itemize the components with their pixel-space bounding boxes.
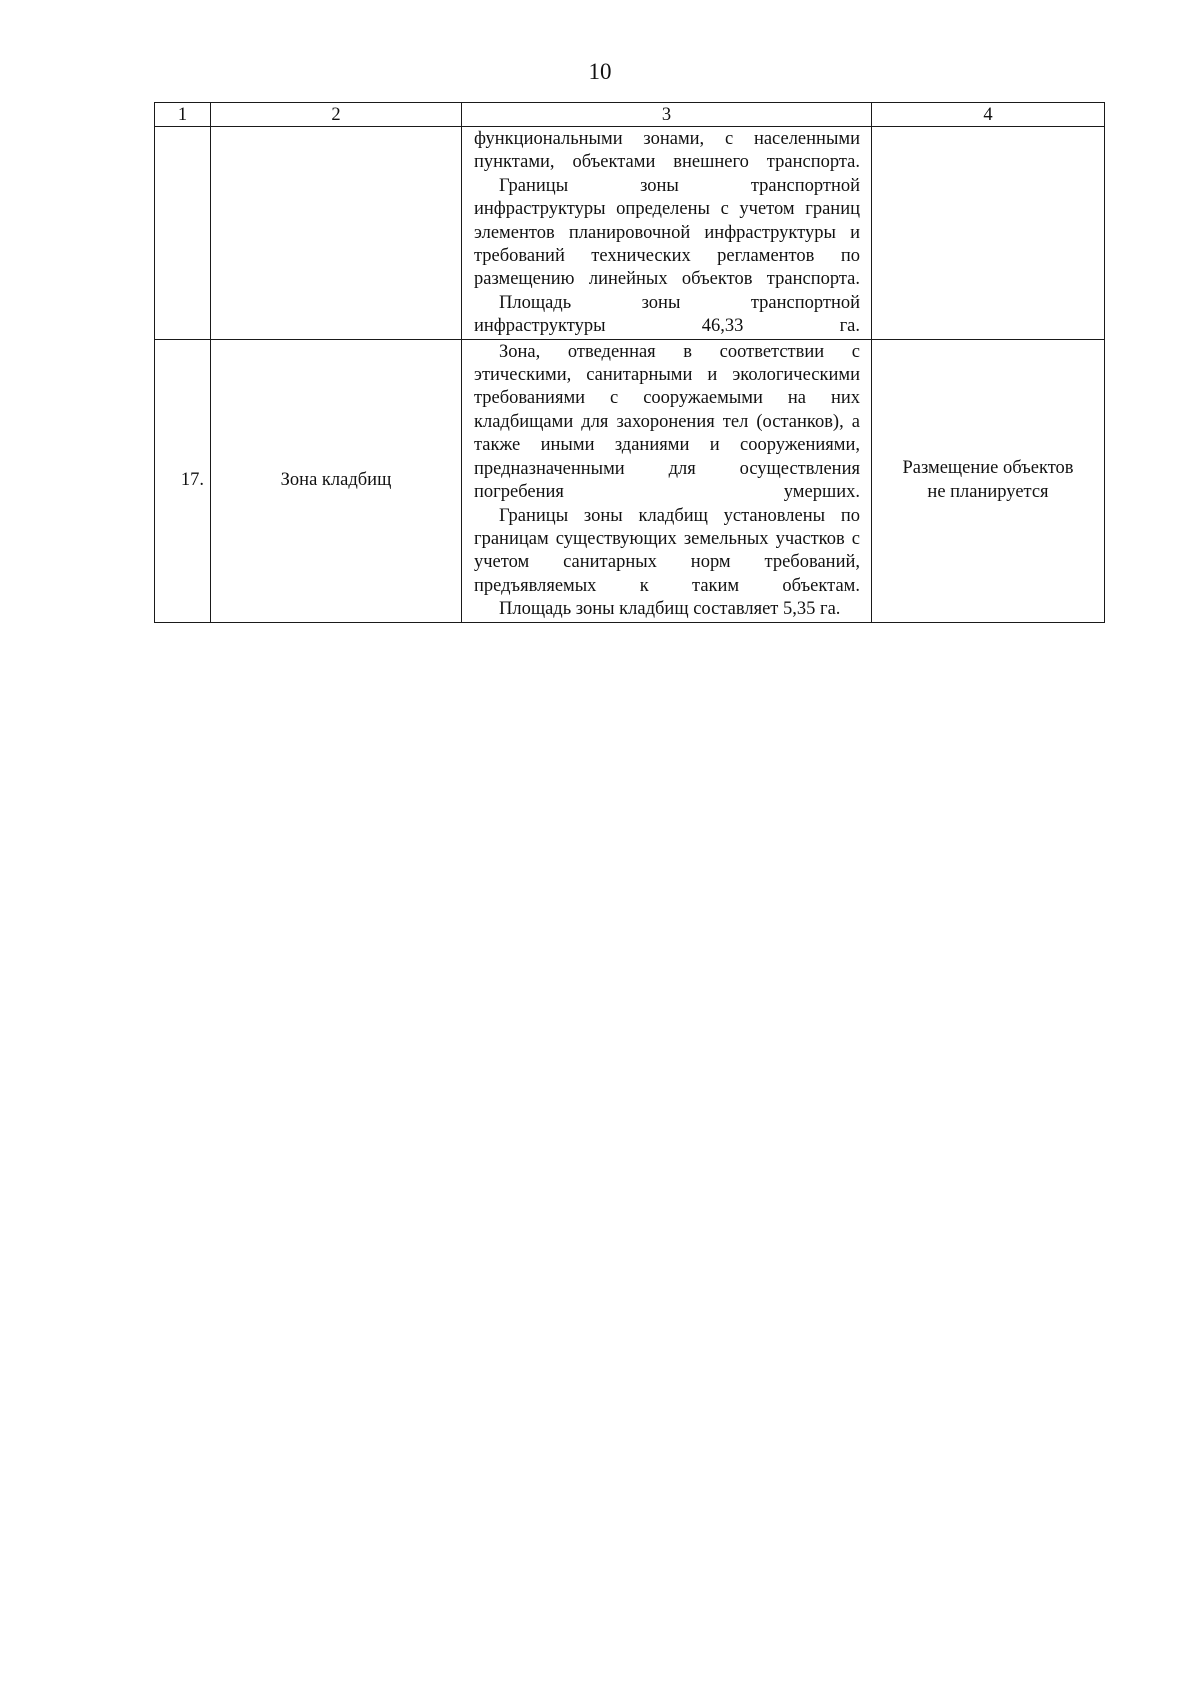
description-paragraph: Границы зоны транспортной инфраструктуры определены с учетом границ элементов планировочной инфраструктуры и требований технических регламентов по размещению линейных объектов транспорта. xyxy=(474,175,860,290)
zones-table xyxy=(154,102,1105,623)
description-paragraph: Площадь зоны кладбищ составляет 5,35 га. xyxy=(499,599,841,620)
column-header: 3 xyxy=(462,103,872,127)
planning-text-line: не планируется xyxy=(927,481,1049,502)
table-row xyxy=(155,339,1105,622)
zone-name-cell: Зона кладбищ xyxy=(211,339,462,622)
column-header: 2 xyxy=(211,103,462,127)
planning-text-line: Размещение объектов xyxy=(902,458,1074,479)
zone-name-cell xyxy=(211,127,462,340)
column-header: 4 xyxy=(872,103,1105,127)
table-row xyxy=(155,127,1105,340)
planning-cell xyxy=(872,339,1105,622)
description-paragraph: Границы зоны кладбищ установлены по границам существующих земельных участков с учетом санитарных норм требований, предъявляемых к таким объектам. xyxy=(474,505,860,596)
description-paragraph: Зона, отведенная в соответствии с этическими, санитарными и экологическими требованиями с сооружаемыми на них кладбищами для захоронения тел (останков), а также иными зданиями и сооружениями, предназначенными для осуществления погребения умерших. xyxy=(474,341,860,503)
row-number-cell: 17. xyxy=(155,339,211,622)
column-header: 1 xyxy=(155,103,211,127)
description-paragraph: функциональными зонами, с населенными пунктами, объектами внешнего транспорта. xyxy=(474,129,860,173)
zone-description-cell xyxy=(462,127,872,340)
row-number-cell xyxy=(155,127,211,340)
zone-description-cell xyxy=(462,339,872,622)
page-number: 10 xyxy=(588,59,612,84)
description-paragraph: Площадь зоны транспортной инфраструктуры 46,33 га. xyxy=(474,292,860,337)
table-header-row xyxy=(155,103,1105,127)
planning-cell xyxy=(872,127,1105,340)
